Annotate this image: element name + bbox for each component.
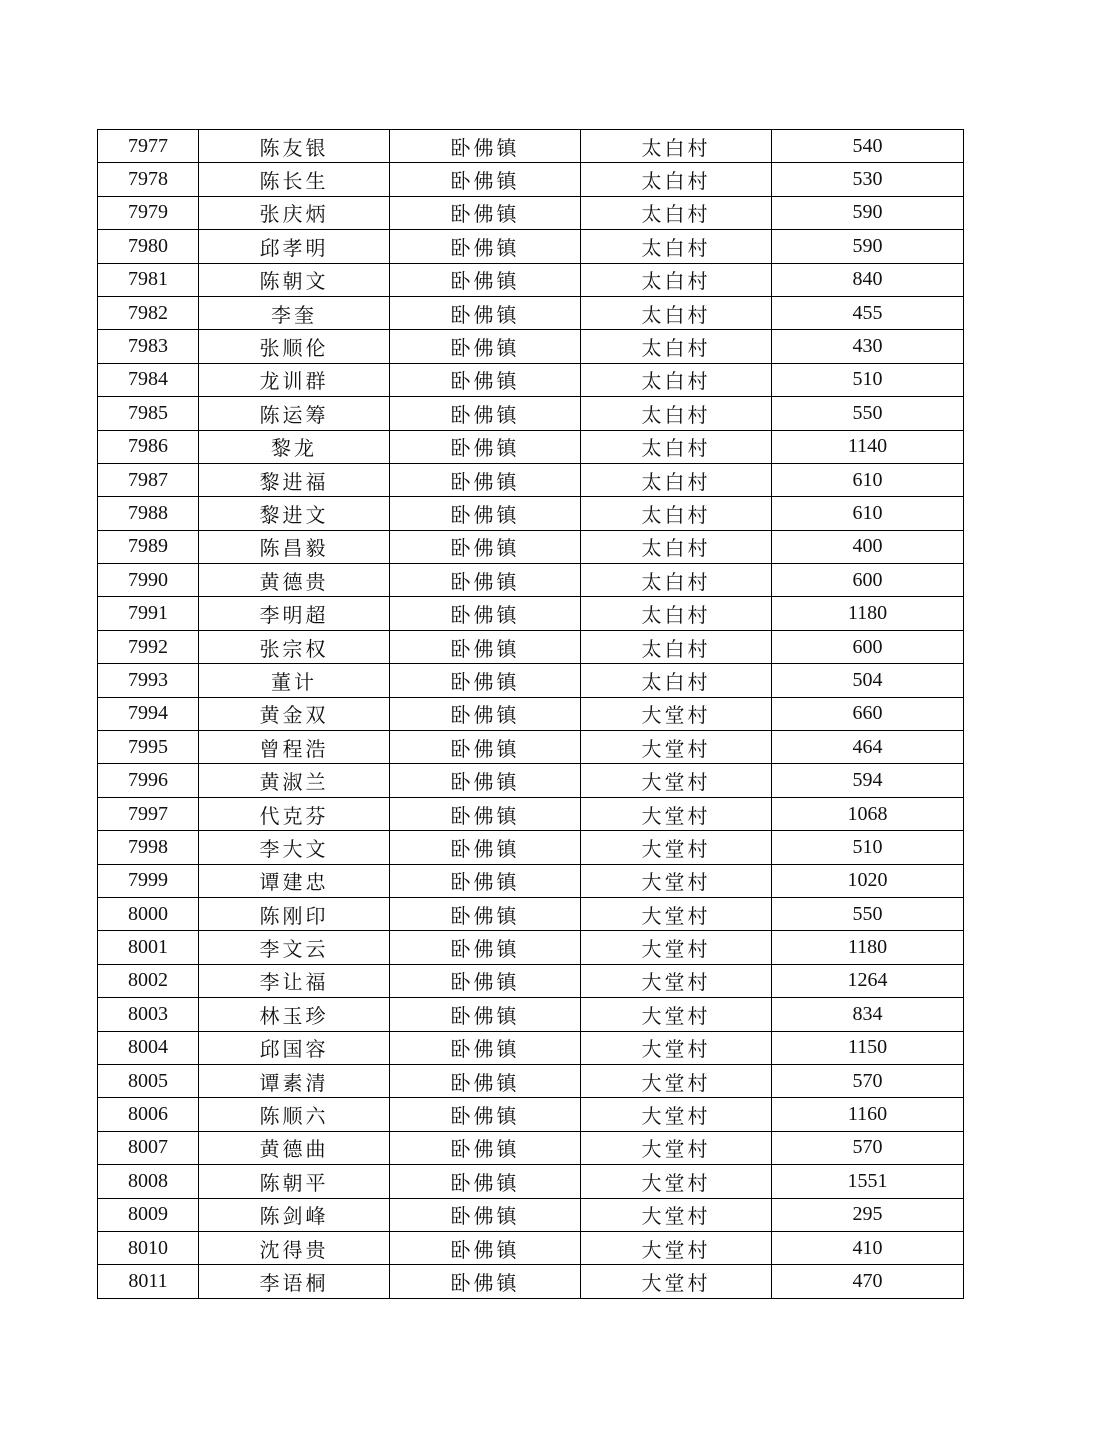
amount-cell: 1020 <box>772 864 964 897</box>
village-cell: 太白村 <box>581 296 772 329</box>
name-cell: 陈刚印 <box>199 897 390 930</box>
village-cell: 大堂村 <box>581 764 772 797</box>
town-cell: 卧佛镇 <box>390 964 581 997</box>
table-row <box>98 530 964 563</box>
amount-cell: 410 <box>772 1231 964 1264</box>
record-number-cell: 7985 <box>98 397 199 430</box>
amount-cell: 510 <box>772 831 964 864</box>
amount-cell: 470 <box>772 1265 964 1298</box>
table-row <box>98 196 964 229</box>
amount-cell: 464 <box>772 731 964 764</box>
town-cell: 卧佛镇 <box>390 296 581 329</box>
village-cell: 大堂村 <box>581 831 772 864</box>
name-cell: 李让福 <box>199 964 390 997</box>
table-row <box>98 897 964 930</box>
table-row <box>98 263 964 296</box>
name-cell: 李奎 <box>199 296 390 329</box>
name-cell: 陈朝平 <box>199 1165 390 1198</box>
village-cell: 太白村 <box>581 664 772 697</box>
record-number-cell: 7991 <box>98 597 199 630</box>
town-cell: 卧佛镇 <box>390 397 581 430</box>
name-cell: 李文云 <box>199 931 390 964</box>
record-number-cell: 8002 <box>98 964 199 997</box>
town-cell: 卧佛镇 <box>390 731 581 764</box>
village-cell: 太白村 <box>581 130 772 163</box>
town-cell: 卧佛镇 <box>390 664 581 697</box>
record-number-cell: 8008 <box>98 1165 199 1198</box>
amount-cell: 455 <box>772 296 964 329</box>
name-cell: 谭素清 <box>199 1064 390 1097</box>
village-cell: 大堂村 <box>581 1165 772 1198</box>
record-number-cell: 7999 <box>98 864 199 897</box>
village-cell: 太白村 <box>581 597 772 630</box>
table-row <box>98 163 964 196</box>
table-row <box>98 597 964 630</box>
table-row <box>98 731 964 764</box>
village-cell: 太白村 <box>581 230 772 263</box>
name-cell: 李明超 <box>199 597 390 630</box>
table-row <box>98 296 964 329</box>
record-number-cell: 8004 <box>98 1031 199 1064</box>
table-row <box>98 797 964 830</box>
village-cell: 大堂村 <box>581 897 772 930</box>
record-number-cell: 7983 <box>98 330 199 363</box>
name-cell: 黄德贵 <box>199 564 390 597</box>
town-cell: 卧佛镇 <box>390 1098 581 1131</box>
name-cell: 林玉珍 <box>199 998 390 1031</box>
name-cell: 黄德曲 <box>199 1131 390 1164</box>
amount-cell: 1068 <box>772 797 964 830</box>
amount-cell: 504 <box>772 664 964 697</box>
table-row <box>98 1031 964 1064</box>
table-row <box>98 998 964 1031</box>
table-row <box>98 130 964 163</box>
table-row <box>98 964 964 997</box>
record-number-cell: 8011 <box>98 1265 199 1298</box>
name-cell: 邱国容 <box>199 1031 390 1064</box>
record-number-cell: 7987 <box>98 463 199 496</box>
amount-cell: 570 <box>772 1131 964 1164</box>
town-cell: 卧佛镇 <box>390 831 581 864</box>
name-cell: 张顺伦 <box>199 330 390 363</box>
village-cell: 太白村 <box>581 163 772 196</box>
record-number-cell: 7982 <box>98 296 199 329</box>
table-row <box>98 1265 964 1298</box>
table-row <box>98 463 964 496</box>
village-cell: 大堂村 <box>581 931 772 964</box>
town-cell: 卧佛镇 <box>390 998 581 1031</box>
record-number-cell: 7997 <box>98 797 199 830</box>
table-row <box>98 697 964 730</box>
name-cell: 黄淑兰 <box>199 764 390 797</box>
record-number-cell: 8005 <box>98 1064 199 1097</box>
name-cell: 李大文 <box>199 831 390 864</box>
amount-cell: 590 <box>772 230 964 263</box>
town-cell: 卧佛镇 <box>390 1131 581 1164</box>
village-cell: 大堂村 <box>581 697 772 730</box>
village-cell: 太白村 <box>581 430 772 463</box>
town-cell: 卧佛镇 <box>390 1198 581 1231</box>
record-number-cell: 8009 <box>98 1198 199 1231</box>
town-cell: 卧佛镇 <box>390 196 581 229</box>
name-cell: 陈长生 <box>199 163 390 196</box>
village-cell: 太白村 <box>581 530 772 563</box>
town-cell: 卧佛镇 <box>390 463 581 496</box>
record-number-cell: 8000 <box>98 897 199 930</box>
amount-cell: 1180 <box>772 931 964 964</box>
name-cell: 黎进文 <box>199 497 390 530</box>
record-number-cell: 7986 <box>98 430 199 463</box>
table-row <box>98 1098 964 1131</box>
record-number-cell: 8001 <box>98 931 199 964</box>
village-cell: 大堂村 <box>581 1265 772 1298</box>
record-number-cell: 7998 <box>98 831 199 864</box>
table-row <box>98 764 964 797</box>
name-cell: 代克芬 <box>199 797 390 830</box>
table-row <box>98 397 964 430</box>
town-cell: 卧佛镇 <box>390 864 581 897</box>
table-row <box>98 230 964 263</box>
village-cell: 大堂村 <box>581 998 772 1031</box>
village-cell: 大堂村 <box>581 1131 772 1164</box>
village-cell: 太白村 <box>581 564 772 597</box>
name-cell: 沈得贵 <box>199 1231 390 1264</box>
amount-cell: 840 <box>772 263 964 296</box>
table-row <box>98 1231 964 1264</box>
town-cell: 卧佛镇 <box>390 897 581 930</box>
name-cell: 曾程浩 <box>199 731 390 764</box>
town-cell: 卧佛镇 <box>390 630 581 663</box>
village-cell: 大堂村 <box>581 1031 772 1064</box>
village-cell: 太白村 <box>581 397 772 430</box>
name-cell: 黎龙 <box>199 430 390 463</box>
amount-cell: 400 <box>772 530 964 563</box>
table-row <box>98 330 964 363</box>
town-cell: 卧佛镇 <box>390 330 581 363</box>
town-cell: 卧佛镇 <box>390 530 581 563</box>
village-cell: 大堂村 <box>581 1098 772 1131</box>
town-cell: 卧佛镇 <box>390 564 581 597</box>
town-cell: 卧佛镇 <box>390 130 581 163</box>
record-number-cell: 7981 <box>98 263 199 296</box>
table-row <box>98 1198 964 1231</box>
amount-cell: 610 <box>772 463 964 496</box>
village-cell: 大堂村 <box>581 797 772 830</box>
name-cell: 陈朝文 <box>199 263 390 296</box>
record-number-cell: 7993 <box>98 664 199 697</box>
table-row <box>98 497 964 530</box>
record-number-cell: 7989 <box>98 530 199 563</box>
town-cell: 卧佛镇 <box>390 363 581 396</box>
amount-cell: 540 <box>772 130 964 163</box>
village-cell: 太白村 <box>581 196 772 229</box>
record-number-cell: 8010 <box>98 1231 199 1264</box>
town-cell: 卧佛镇 <box>390 797 581 830</box>
village-cell: 大堂村 <box>581 864 772 897</box>
table-row <box>98 831 964 864</box>
town-cell: 卧佛镇 <box>390 1165 581 1198</box>
amount-cell: 430 <box>772 330 964 363</box>
record-number-cell: 7996 <box>98 764 199 797</box>
town-cell: 卧佛镇 <box>390 230 581 263</box>
amount-cell: 590 <box>772 196 964 229</box>
record-number-cell: 8003 <box>98 998 199 1031</box>
record-number-cell: 7979 <box>98 196 199 229</box>
village-cell: 太白村 <box>581 363 772 396</box>
table-row <box>98 630 964 663</box>
town-cell: 卧佛镇 <box>390 764 581 797</box>
amount-cell: 600 <box>772 630 964 663</box>
amount-cell: 1160 <box>772 1098 964 1131</box>
amount-cell: 550 <box>772 897 964 930</box>
record-number-cell: 8006 <box>98 1098 199 1131</box>
amount-cell: 1140 <box>772 430 964 463</box>
town-cell: 卧佛镇 <box>390 597 581 630</box>
table-row <box>98 430 964 463</box>
village-cell: 太白村 <box>581 497 772 530</box>
record-number-cell: 7990 <box>98 564 199 597</box>
town-cell: 卧佛镇 <box>390 497 581 530</box>
village-cell: 太白村 <box>581 630 772 663</box>
name-cell: 黄金双 <box>199 697 390 730</box>
town-cell: 卧佛镇 <box>390 931 581 964</box>
record-number-cell: 7984 <box>98 363 199 396</box>
name-cell: 董计 <box>199 664 390 697</box>
village-cell: 太白村 <box>581 463 772 496</box>
name-cell: 邱孝明 <box>199 230 390 263</box>
record-number-cell: 7995 <box>98 731 199 764</box>
table-row <box>98 1131 964 1164</box>
name-cell: 陈友银 <box>199 130 390 163</box>
amount-cell: 1264 <box>772 964 964 997</box>
village-cell: 大堂村 <box>581 1064 772 1097</box>
town-cell: 卧佛镇 <box>390 263 581 296</box>
record-number-cell: 7988 <box>98 497 199 530</box>
table-row <box>98 363 964 396</box>
table-row <box>98 931 964 964</box>
town-cell: 卧佛镇 <box>390 1231 581 1264</box>
name-cell: 谭建忠 <box>199 864 390 897</box>
table-row <box>98 564 964 597</box>
name-cell: 张宗权 <box>199 630 390 663</box>
village-cell: 大堂村 <box>581 1231 772 1264</box>
record-number-cell: 7980 <box>98 230 199 263</box>
village-cell: 大堂村 <box>581 731 772 764</box>
town-cell: 卧佛镇 <box>390 697 581 730</box>
town-cell: 卧佛镇 <box>390 163 581 196</box>
name-cell: 陈顺六 <box>199 1098 390 1131</box>
amount-cell: 295 <box>772 1198 964 1231</box>
village-cell: 太白村 <box>581 330 772 363</box>
village-cell: 大堂村 <box>581 1198 772 1231</box>
record-number-cell: 7994 <box>98 697 199 730</box>
amount-cell: 530 <box>772 163 964 196</box>
name-cell: 张庆炳 <box>199 196 390 229</box>
amount-cell: 1150 <box>772 1031 964 1064</box>
amount-cell: 594 <box>772 764 964 797</box>
town-cell: 卧佛镇 <box>390 1265 581 1298</box>
records-table-body <box>98 130 964 1299</box>
amount-cell: 610 <box>772 497 964 530</box>
name-cell: 龙训群 <box>199 363 390 396</box>
record-number-cell: 8007 <box>98 1131 199 1164</box>
amount-cell: 660 <box>772 697 964 730</box>
table-row <box>98 864 964 897</box>
table-row <box>98 1064 964 1097</box>
table-row <box>98 664 964 697</box>
record-number-cell: 7992 <box>98 630 199 663</box>
name-cell: 陈运筹 <box>199 397 390 430</box>
table-row <box>98 1165 964 1198</box>
amount-cell: 510 <box>772 363 964 396</box>
amount-cell: 1180 <box>772 597 964 630</box>
amount-cell: 834 <box>772 998 964 1031</box>
record-number-cell: 7978 <box>98 163 199 196</box>
name-cell: 黎进福 <box>199 463 390 496</box>
amount-cell: 550 <box>772 397 964 430</box>
amount-cell: 570 <box>772 1064 964 1097</box>
name-cell: 陈昌毅 <box>199 530 390 563</box>
village-cell: 大堂村 <box>581 964 772 997</box>
village-cell: 太白村 <box>581 263 772 296</box>
amount-cell: 1551 <box>772 1165 964 1198</box>
name-cell: 陈剑峰 <box>199 1198 390 1231</box>
records-table <box>97 129 964 1299</box>
name-cell: 李语桐 <box>199 1265 390 1298</box>
amount-cell: 600 <box>772 564 964 597</box>
record-number-cell: 7977 <box>98 130 199 163</box>
town-cell: 卧佛镇 <box>390 430 581 463</box>
town-cell: 卧佛镇 <box>390 1064 581 1097</box>
town-cell: 卧佛镇 <box>390 1031 581 1064</box>
